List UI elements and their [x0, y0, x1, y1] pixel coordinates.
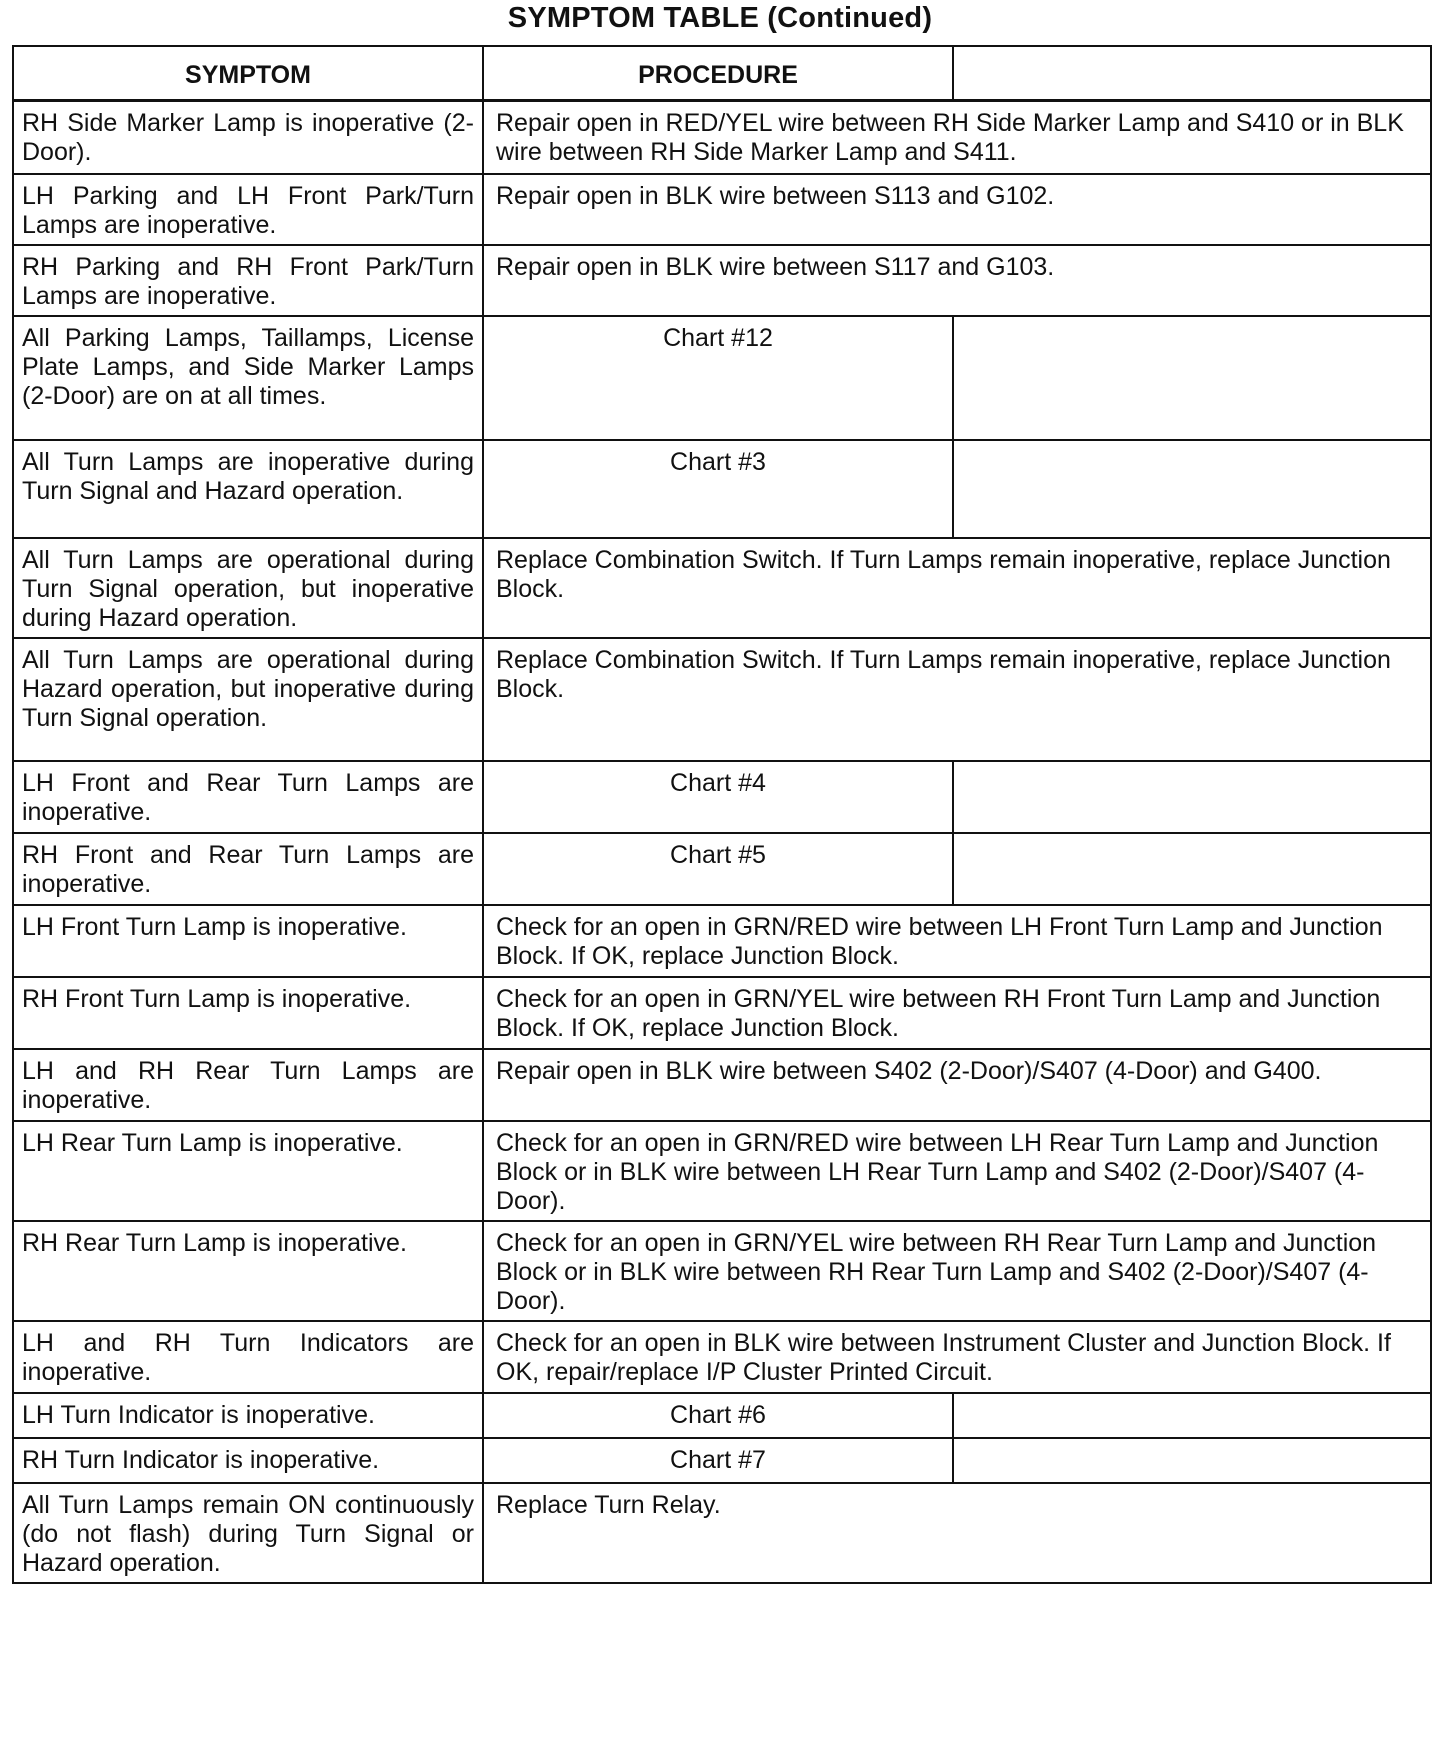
symptom-cell: LH and RH Rear Turn Lamps are inoperative. — [13, 1049, 483, 1121]
procedure-cell: Repair open in BLK wire between S402 (2-Door)/S407 (4-Door) and G400. — [483, 1049, 1431, 1121]
procedure-cell: Replace Combination Switch. If Turn Lamps remain inoperative, replace Junction Block. — [483, 638, 1431, 761]
table-body — [13, 101, 1431, 1583]
table-row — [13, 638, 1431, 761]
chart-reference: Chart #6 — [483, 1393, 953, 1438]
header-row — [13, 46, 1431, 101]
procedure-cell: Check for an open in BLK wire between Instrument Cluster and Junction Block. If OK, repair/replace I/P Cluster Printed Circuit. — [483, 1321, 1431, 1393]
symptom-cell: RH Front and Rear Turn Lamps are inoperative. — [13, 833, 483, 905]
chart-reference: Chart #3 — [483, 440, 953, 538]
table-row — [13, 538, 1431, 638]
symptom-cell: RH Front Turn Lamp is inoperative. — [13, 977, 483, 1049]
empty-cell — [953, 761, 1431, 833]
table-row — [13, 977, 1431, 1049]
chart-reference: Chart #12 — [483, 316, 953, 440]
symptom-cell: LH Parking and LH Front Park/Turn Lamps are inoperative. — [13, 174, 483, 245]
empty-cell — [953, 316, 1431, 440]
procedure-column-header: PROCEDURE — [483, 46, 953, 101]
table-row — [13, 1321, 1431, 1393]
table-row — [13, 761, 1431, 833]
table-row — [13, 245, 1431, 316]
symptom-cell: LH Front and Rear Turn Lamps are inoperative. — [13, 761, 483, 833]
table-row — [13, 316, 1431, 440]
symptom-cell: RH Parking and RH Front Park/Turn Lamps are inoperative. — [13, 245, 483, 316]
table-row — [13, 174, 1431, 245]
table-row — [13, 833, 1431, 905]
symptom-cell: LH Front Turn Lamp is inoperative. — [13, 905, 483, 977]
table-row — [13, 440, 1431, 538]
symptom-cell: All Turn Lamps are operational during Turn Signal operation, but inoperative during Hazard operation. — [13, 538, 483, 638]
empty-cell — [953, 833, 1431, 905]
page-title: SYMPTOM TABLE (Continued) — [507, 2, 933, 34]
procedure-cell: Repair open in BLK wire between S117 and G103. — [483, 245, 1431, 316]
table-row — [13, 1438, 1431, 1483]
procedure-cell: Replace Turn Relay. — [483, 1483, 1431, 1583]
blank-column-header — [953, 46, 1431, 101]
table-row — [13, 101, 1431, 174]
empty-cell — [953, 1438, 1431, 1483]
symptom-cell: All Parking Lamps, Taillamps, License Plate Lamps, and Side Marker Lamps (2-Door) are on at all times. — [13, 316, 483, 440]
procedure-cell: Repair open in BLK wire between S113 and G102. — [483, 174, 1431, 245]
procedure-cell: Check for an open in GRN/YEL wire between RH Rear Turn Lamp and Junction Block or in BLK wire between RH Rear Turn Lamp and S402 (2-Door)/S407 (4-Door). — [483, 1221, 1431, 1321]
table-row — [13, 1121, 1431, 1221]
symptom-cell: All Turn Lamps remain ON continuously (do not flash) during Turn Signal or Hazard operation. — [13, 1483, 483, 1583]
symptom-cell: All Turn Lamps are inoperative during Turn Signal and Hazard operation. — [13, 440, 483, 538]
empty-cell — [953, 440, 1431, 538]
symptom-cell: RH Turn Indicator is inoperative. — [13, 1438, 483, 1483]
symptom-cell: RH Rear Turn Lamp is inoperative. — [13, 1221, 483, 1321]
chart-reference: Chart #7 — [483, 1438, 953, 1483]
empty-cell — [953, 1393, 1431, 1438]
chart-reference: Chart #5 — [483, 833, 953, 905]
table-row — [13, 905, 1431, 977]
table-row — [13, 1221, 1431, 1321]
table-row — [13, 1049, 1431, 1121]
symptom-cell: LH Rear Turn Lamp is inoperative. — [13, 1121, 483, 1221]
table-row — [13, 1393, 1431, 1438]
procedure-cell: Check for an open in GRN/YEL wire between RH Front Turn Lamp and Junction Block. If OK, replace Junction Block. — [483, 977, 1431, 1049]
symptom-cell: LH and RH Turn Indicators are inoperative. — [13, 1321, 483, 1393]
chart-reference: Chart #4 — [483, 761, 953, 833]
symptom-cell: RH Side Marker Lamp is inoperative (2-Door). — [13, 101, 483, 174]
symptom-cell: LH Turn Indicator is inoperative. — [13, 1393, 483, 1438]
procedure-cell: Replace Combination Switch. If Turn Lamps remain inoperative, replace Junction Block. — [483, 538, 1431, 638]
symptom-column-header: SYMPTOM — [13, 46, 483, 101]
symptom-cell: All Turn Lamps are operational during Hazard operation, but inoperative during Turn Signal operation. — [13, 638, 483, 761]
table-row — [13, 1483, 1431, 1583]
symptom-table — [12, 45, 1432, 1584]
procedure-cell: Repair open in RED/YEL wire between RH Side Marker Lamp and S410 or in BLK wire between RH Side Marker Lamp and S411. — [483, 101, 1431, 174]
procedure-cell: Check for an open in GRN/RED wire between LH Front Turn Lamp and Junction Block. If OK, replace Junction Block. — [483, 905, 1431, 977]
procedure-cell: Check for an open in GRN/RED wire between LH Rear Turn Lamp and Junction Block or in BLK wire between LH Rear Turn Lamp and S402 (2-Door)/S407 (4-Door). — [483, 1121, 1431, 1221]
